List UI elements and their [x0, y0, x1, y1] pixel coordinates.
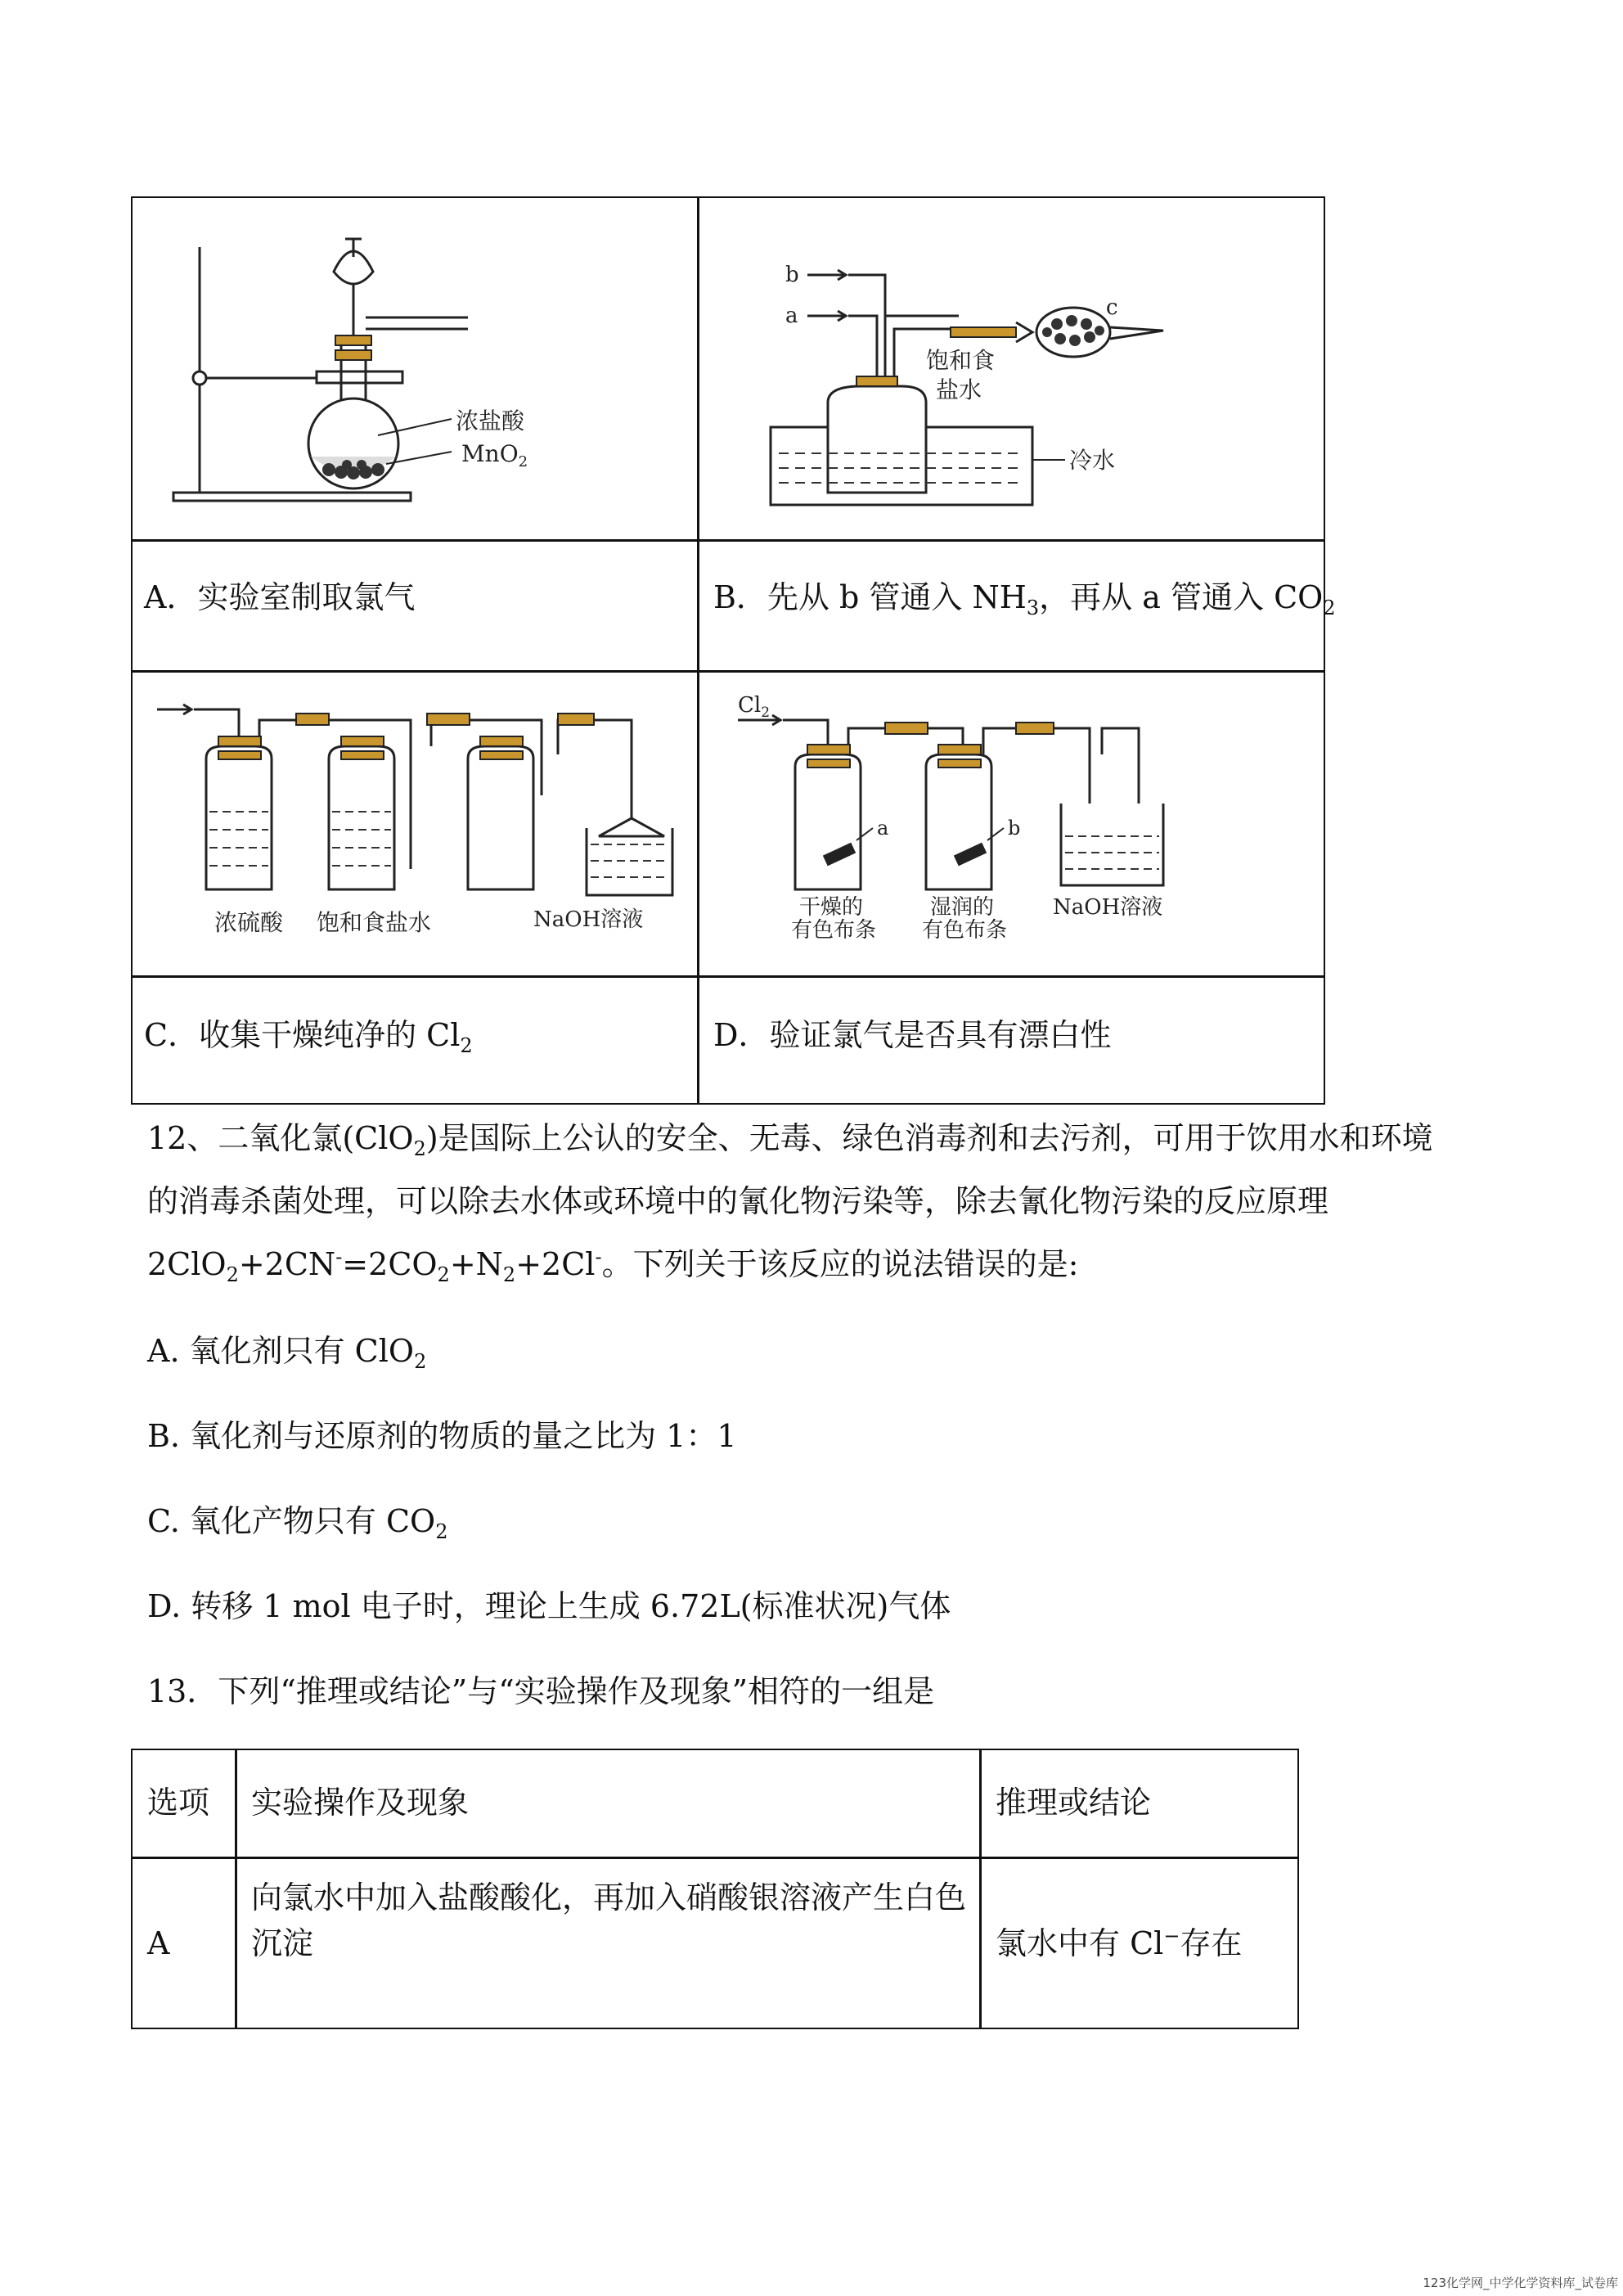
header-conclusion: 推理或结论	[996, 1785, 1152, 1821]
label-strip-a: a	[877, 817, 889, 840]
label-mno2: MnO$_2$	[461, 440, 528, 470]
figure-b-brine-bottle	[722, 239, 1294, 517]
q12-option-d: D. 转移 1 mol 电子时，理论上生成 6.72L(标准状况)气体	[147, 1588, 951, 1624]
q13-title: 13．下列“推理或结论”与“实验操作及现象”相符的一组是	[147, 1673, 935, 1709]
caption-c: C．收集干燥纯净的 $Cl_2$	[144, 1017, 473, 1057]
label-cl2: $Cl_2$	[738, 693, 771, 721]
label-saturated-brine: 饱和食盐水	[317, 909, 432, 936]
figure-d-bleaching-test	[722, 681, 1294, 967]
label-cold-water: 冷水	[1069, 447, 1116, 474]
figure-c-wash-bottles	[141, 681, 689, 967]
q13-table	[131, 1749, 1299, 2029]
q12-option-c: C. 氧化产物只有 $CO_2$	[147, 1503, 448, 1543]
q12-option-a: A. 氧化剂只有 ClO$_2$	[147, 1333, 427, 1373]
table-divider	[133, 539, 1324, 542]
label-strip-b: b	[1008, 817, 1021, 840]
header-operation: 实验操作及现象	[251, 1785, 470, 1821]
label-brine-2: 盐水	[936, 376, 982, 403]
caption-a: A．实验室制取氯气	[144, 579, 416, 615]
q12-option-b: B. 氧化剂与还原剂的物质的量之比为 1：1	[147, 1418, 737, 1454]
q12-line-2: 的消毒杀菌处理，可以除去水体或环境中的氰化物污染等，除去氰化物污染的反应原理	[147, 1183, 1329, 1219]
header-option: 选项	[147, 1785, 210, 1821]
caption-b: B．先从 b 管通入 $NH_3$，再从 a 管通入 $CO_2$	[713, 579, 1336, 619]
label-wet-2: 有色布条	[922, 918, 1008, 943]
table-divider-vertical	[235, 1750, 237, 2028]
label-c: c	[1106, 295, 1118, 320]
label-concentrated-hcl: 浓盐酸	[456, 407, 525, 434]
apparatus-table	[131, 196, 1336, 1105]
label-brine-1: 饱和食	[926, 347, 996, 374]
label-naoh-d: NaOH溶液	[1053, 895, 1163, 920]
label-conc-sulfuric-acid: 浓硫酸	[214, 909, 284, 936]
table-divider	[133, 670, 1324, 673]
q12-line-1: 12、二氧化氯(ClO$_2$)是国际上公认的安全、无毒、绿色消毒剂和去污剂，可用于饮用水和环境	[147, 1120, 1433, 1160]
table-divider	[133, 975, 1324, 978]
footer-watermark: 123化学网_中学化学资料库_试卷库	[1423, 2276, 1618, 2290]
row-a-operation: 向氯水中加入盐酸酸化，再加入硝酸银溶液产生白色沉淀	[251, 1880, 967, 1961]
caption-d: D．验证氯气是否具有漂白性	[713, 1017, 1112, 1053]
row-a-conclusion: 氯水中有 Cl−存在	[996, 1925, 1243, 1961]
label-dry-1: 干燥的	[799, 895, 864, 920]
row-a-option: A	[147, 1925, 170, 1961]
label-wet-1: 湿润的	[930, 895, 995, 920]
table-divider-vertical	[697, 198, 699, 1103]
label-naoh-solution: NaOH溶液	[533, 907, 644, 932]
label-dry-2: 有色布条	[791, 918, 877, 943]
label-a: a	[785, 304, 798, 328]
figure-a-chlorine-generator	[141, 214, 672, 533]
table-divider	[133, 1857, 1297, 1859]
table-divider-vertical	[979, 1750, 982, 2028]
label-b: b	[785, 263, 799, 287]
q12-equation: $2ClO_2+2CN^-=2CO_2+N_2+2Cl^-$。下列关于该反应的说法错误的是:	[147, 1245, 1079, 1286]
